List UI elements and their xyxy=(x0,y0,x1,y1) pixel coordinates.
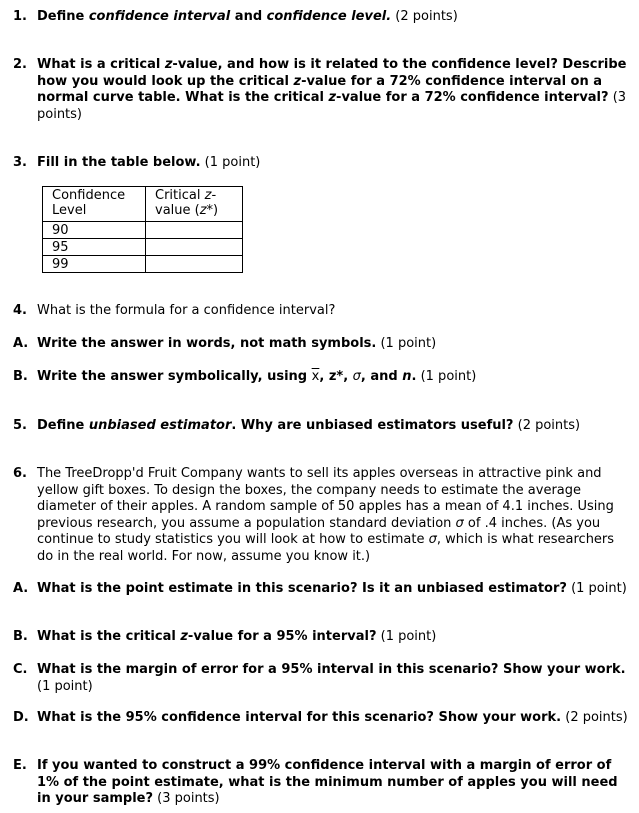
question-letter: C. xyxy=(13,662,28,677)
points-label: (2 points) xyxy=(513,418,581,433)
question-letter: B. xyxy=(13,369,28,384)
points-label: (1 point) xyxy=(376,629,437,644)
question-4a: A. Write the answer in words, not math symbols. (1 point) xyxy=(13,336,437,351)
question-6d: D. What is the 95% confidence interval for this scenario? Show your work. (2 points) xyxy=(13,710,628,725)
answer-cell[interactable] xyxy=(146,239,243,256)
question-6: 6. The TreeDropp'd Fruit Company wants to sell its apples overseas in attractive pink and yellow gift boxes. To design the boxes, the company needs to estimate the average diameter of their apples. A random sample of 50 apples has a mean of 4.1 inches. Using previous research, you assume a population standard deviation σ of .4 inches. (As you continue to study statistics you will look at how to estimate σ, which is what researchers do in the real world. For now, assume you know it.) xyxy=(13,466,615,564)
question-letter: D. xyxy=(13,710,29,725)
sigma-symbol: σ xyxy=(352,369,361,384)
points-label: (3 points) xyxy=(153,791,220,806)
table-header-row xyxy=(43,187,243,222)
points-label: (2 points) xyxy=(391,9,458,24)
x-bar-symbol: $\overline{x}$ xyxy=(311,369,320,384)
question-5: 5. Define unbiased estimator. Why are unbiased estimators useful? (2 points) xyxy=(13,418,581,433)
question-number: 5. xyxy=(13,418,27,433)
header-critical-z: Critical z-value (z*) xyxy=(146,187,243,222)
question-4: 4. What is the formula for a confidence interval? xyxy=(13,303,336,318)
question-2: 2. What is a critical z-value, and how is it related to the confidence level? Describe how you would look up the critical z-value for a 72% confidence interval on a normal curve table. What is the critical z-value for a 72% confidence interval? (3 points) xyxy=(13,57,627,122)
question-letter: B. xyxy=(13,629,28,644)
question-6b: B. What is the critical z-value for a 95% interval? (1 point) xyxy=(13,629,437,644)
sigma-symbol: σ xyxy=(455,515,464,531)
sigma-symbol: σ xyxy=(428,532,437,547)
question-number: 6. xyxy=(13,466,27,481)
confidence-cell: 90 xyxy=(43,222,146,239)
critical-value-table xyxy=(42,186,243,273)
question-number: 4. xyxy=(13,303,27,318)
question-number: 1. xyxy=(13,9,27,24)
points-label: (1 point) xyxy=(416,369,477,384)
points-label: (1 point) xyxy=(200,155,261,170)
question-6a: A. What is the point estimate in this scenario? Is it an unbiased estimator? (1 point) xyxy=(13,581,627,596)
answer-cell[interactable] xyxy=(146,256,243,273)
table-row xyxy=(43,239,243,256)
question-letter: A. xyxy=(13,336,29,351)
confidence-cell: 95 xyxy=(43,239,146,256)
points-label: (1 point) xyxy=(37,678,93,694)
points-label: (3 points) xyxy=(37,90,627,122)
question-number: 2. xyxy=(13,57,27,72)
question-number: 3. xyxy=(13,155,27,170)
question-letter: A. xyxy=(13,581,29,596)
points-label: (2 points) xyxy=(561,710,628,725)
question-3: 3. Fill in the table below. (1 point) xyxy=(13,155,261,170)
question-4b: B. Write the answer symbolically, using $\overline{x}$, z*, σ, and n. (1 point) xyxy=(13,369,477,384)
points-label: (1 point) xyxy=(566,581,627,596)
question-1: 1. Define confidence interval and confidence level. (2 points) xyxy=(13,9,458,24)
question-6c: C. What is the margin of error for a 95% interval in this scenario? Show your work. (1 point) xyxy=(13,662,626,694)
confidence-cell: 99 xyxy=(43,256,146,273)
table-row xyxy=(43,222,243,239)
header-confidence-level: Confidence Level xyxy=(43,187,146,222)
question-6e: E. If you wanted to construct a 99% confidence interval with a margin of error of 1% of the point estimate, what is the minimum number of apples you will need in your sample? (3 points) xyxy=(13,758,618,806)
question-letter: E. xyxy=(13,758,27,773)
table-row xyxy=(43,256,243,273)
answer-cell[interactable] xyxy=(146,222,243,239)
points-label: (1 point) xyxy=(376,336,437,351)
